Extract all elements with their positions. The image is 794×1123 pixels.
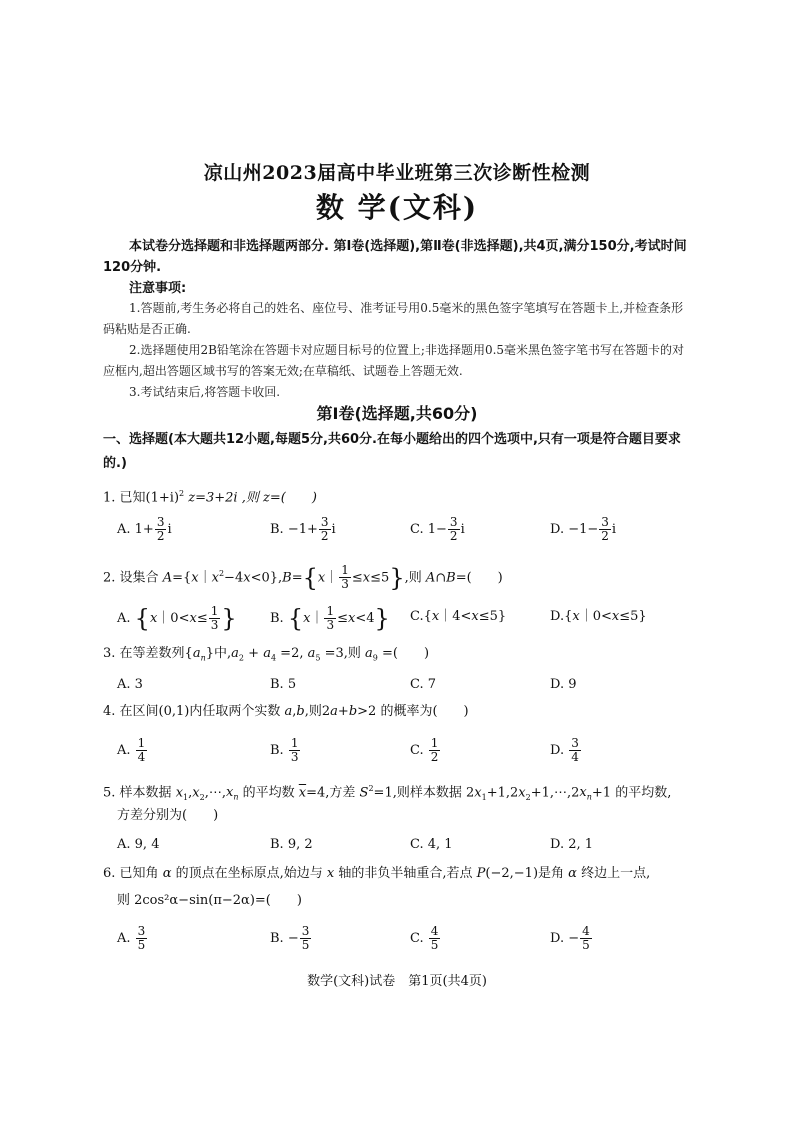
q5-option-b: B. 9, 2 xyxy=(270,837,313,852)
question-6: 6. 已知角 α 的顶点在坐标原点,始边与 x 轴的非负半轴重合,若点 P(−2,−1)是角 α 终边上一点, xyxy=(103,866,651,881)
q1-option-a: A. 1+ $\frac{3}{2}$ i xyxy=(117,515,172,543)
q6-option-c: C. $\frac{4}{5}$ xyxy=(410,924,439,952)
q6-option-a: A. $\frac{3}{5}$ xyxy=(117,924,146,952)
question-1: 1. 已知$(1+i)^2$ z=3+2i ,则 z=( ) xyxy=(103,489,317,506)
note-3: 3.考试结束后,将答题卡收回. xyxy=(129,385,281,399)
q3-option-b: B. 5 xyxy=(270,677,297,692)
q4-option-b: B. $\frac{1}{3}$ xyxy=(270,736,299,764)
q3-option-a: A. 3 xyxy=(117,677,143,692)
part-instructions: 一、选择题(本大题共12小题,每题5分,共60分.在每小题给出的四个选项中,只有一项是符合题目要求的.) xyxy=(103,432,681,471)
q1-option-b: B. −1+ $\frac{3}{2}$ i xyxy=(270,515,336,543)
section-title: 第Ⅰ卷(选择题,共60分) xyxy=(316,404,478,423)
q4-option-c: C. $\frac{1}{2}$ xyxy=(410,736,439,764)
q4-option-d: D. $\frac{3}{4}$ xyxy=(550,736,579,764)
note-1: 1.答题前,考生务必将自己的姓名、座位号、准考证号用0.5毫米的黑色签字笔填写在答题卡上,并检查条形码粘贴是否正确. xyxy=(103,301,684,336)
question-3: 3. 在等差数列$\{a_n\}$中$,a_2 + a_4 =2$, $a_5 =3$,则 $a_9$ =( ) xyxy=(103,646,430,663)
q5-option-a: A. 9, 4 xyxy=(117,837,160,852)
question-2: 2. 设集合 $A=\{x|x^2-4x<0\},B=\{x|$ $\frac{1}{3}$ ≤x≤5},则 A∩B=( ) xyxy=(103,563,503,592)
notes-heading: 注意事项: xyxy=(129,281,187,296)
q5-option-d: D. 2, 1 xyxy=(550,837,594,852)
q4-option-a: A. $\frac{1}{4}$ xyxy=(117,736,146,764)
question-4: 4. 在区间(0,1)内任取两个实数 a,b,则2a+b>2 的概率为( ) xyxy=(103,704,469,719)
q2-option-b: B. {x｜ $\frac{1}{3}$ ≤x<4} xyxy=(270,604,390,633)
page-footer: 数学(文科)试卷 第1页(共4页) xyxy=(307,974,487,989)
intro-paragraph: 本试卷分选择题和非选择题两部分. 第Ⅰ卷(选择题),第Ⅱ卷(非选择题),共4页,满分150分,考试时间120分钟. xyxy=(103,239,687,275)
q5-option-c: C. 4, 1 xyxy=(410,837,453,852)
q2-option-a: A. {x｜0<x≤ $\frac{1}{3}$ } xyxy=(117,604,237,633)
q2-option-c: C.{x｜4<x≤5} xyxy=(410,609,507,624)
q3-option-d: D. 9 xyxy=(550,677,577,692)
question-5: 5. 样本数据 $x_1,x_2,\cdots,x_n$ 的平均数 $\overline{x}=4$,方差 $S^2=1$,则样本数据 $2x_1+1,2x_2+1,\cdots,2x_n+1$ 的平均数, xyxy=(103,784,672,802)
q1-option-c: C. 1− $\frac{3}{2}$ i xyxy=(410,515,465,543)
q6-option-b: B. − $\frac{3}{5}$ xyxy=(270,924,310,952)
question-5-line2: 方差分别为( ) xyxy=(117,808,219,823)
exam-title: 凉山州2023届高中毕业班第三次诊断性检测 xyxy=(203,162,591,184)
subject-title: 数 学(文科) xyxy=(315,191,479,224)
question-6-line2: 则 2cos²α−sin(π−2α)=( ) xyxy=(117,893,302,908)
note-2: 2.选择题使用2B铅笔涂在答题卡对应题目标号的位置上;非选择题用0.5毫米黑色签字笔书写在答题卡的对应框内,超出答题区域书写的答案无效;在草稿纸、试题卷上答题无效. xyxy=(103,343,685,378)
q1-option-d: D. −1− $\frac{3}{2}$ i xyxy=(550,515,617,543)
q2-option-d: D.{x｜0<x≤5} xyxy=(550,609,647,624)
q3-option-c: C. 7 xyxy=(410,677,437,692)
q6-option-d: D. − $\frac{4}{5}$ xyxy=(550,924,590,952)
